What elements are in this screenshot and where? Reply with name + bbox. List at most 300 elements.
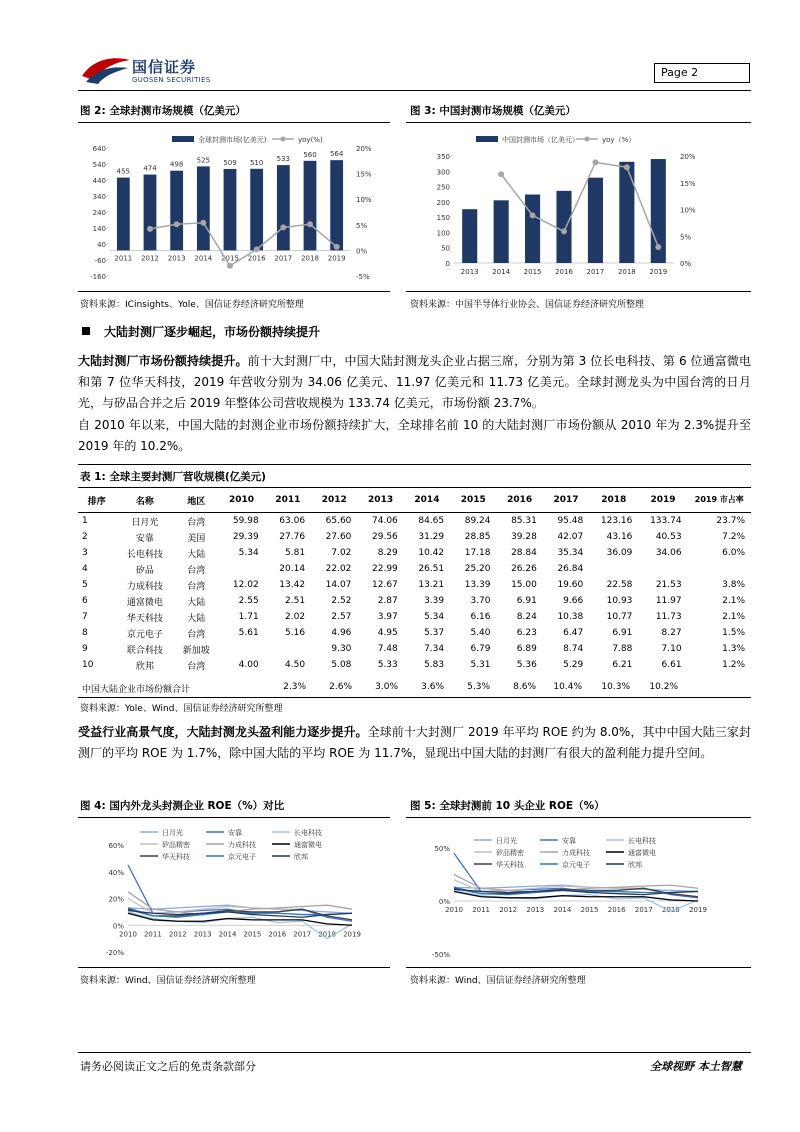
y2-tick-label: 5%	[356, 221, 368, 230]
y-tick-label: 40%	[108, 868, 124, 877]
x-tick-label: 2017	[274, 254, 293, 263]
yoy-marker	[624, 164, 630, 170]
table-cell: 4.95	[377, 628, 398, 638]
table-cell: 8.74	[563, 644, 584, 654]
fig2-title-rule	[78, 122, 390, 123]
table-cell: 17.18	[464, 548, 491, 558]
bar	[588, 178, 603, 263]
fig2-bottom-rule	[78, 291, 390, 292]
paragraph-2	[78, 415, 751, 457]
bar	[619, 162, 634, 263]
y-tick-label: 540	[92, 161, 106, 169]
fig5-source: 资料来源：Wind、国信证券经济研究所整理	[410, 976, 586, 986]
y-tick-label: 20%	[108, 895, 124, 904]
table1-header-cell: 地区	[174, 488, 218, 513]
table-cell: 7.48	[377, 644, 398, 654]
x-tick-label: 2018	[617, 268, 636, 276]
table-cell: 5.81	[285, 548, 306, 558]
table-cell: 36.09	[606, 548, 633, 558]
footer-rule	[78, 1052, 751, 1053]
table1-header-cell: 2019	[638, 488, 687, 513]
table-cell: 8	[82, 628, 88, 638]
table-row	[78, 609, 751, 625]
y-tick-label: 200	[436, 198, 450, 207]
bar	[277, 165, 290, 250]
table-cell: 美国	[187, 533, 206, 544]
legend-label: 安靠	[228, 829, 242, 837]
table1-header-cell: 2013	[357, 488, 403, 513]
table-cell: 2.55	[238, 596, 259, 606]
table-cell: 1.71	[238, 612, 259, 622]
table-cell: 6.91	[516, 596, 537, 606]
fig4-title-rule	[78, 817, 390, 818]
x-tick-label: 2014	[194, 254, 213, 263]
legend-label: 京元电子	[228, 853, 256, 861]
y-tick-label: 150	[436, 214, 450, 223]
y-tick-label: -160	[90, 273, 106, 281]
table-cell: 22.58	[606, 580, 633, 590]
x-tick-label: 2019	[343, 930, 361, 939]
bar-data-label: 498	[169, 160, 184, 169]
table-cell: 85.31	[511, 516, 537, 526]
table-cell: 5.36	[516, 660, 537, 670]
fig3-source: 资料来源：中国半导体行业协会、国信证券经济研究所整理	[410, 300, 645, 310]
table-cell: 19.60	[557, 580, 584, 590]
legend-label: 矽品精密	[496, 849, 524, 857]
table-cell: 安靠	[135, 533, 154, 544]
table-cell: 力成科技	[126, 581, 163, 592]
legend-bar-label: 全球封测市场(亿美元)	[198, 136, 267, 144]
y-tick-label: 0	[445, 260, 450, 268]
table-cell: 6.23	[516, 628, 537, 638]
table-cell: 74.06	[372, 516, 398, 526]
table-cell: 25.20	[464, 564, 491, 574]
bar-data-label: 455	[116, 167, 131, 176]
table-cell: 27.76	[279, 532, 306, 542]
x-tick-label: 2017	[634, 906, 653, 914]
table-cell	[218, 641, 264, 657]
table-cell: 7.34	[424, 644, 445, 654]
table1-header-cell: 2016	[496, 488, 542, 513]
table-cell: 5.31	[470, 660, 491, 670]
table-cell: 4.96	[331, 628, 352, 638]
table1-header-cell: 2010	[218, 488, 264, 513]
legend-bar-label: 中国封测市场（亿美元）	[502, 136, 579, 144]
brand-name-cn: 国信证券	[132, 58, 197, 76]
x-tick-label: 2018	[661, 906, 680, 914]
x-tick-label: 2010	[445, 906, 463, 914]
table-cell: 23.7%	[716, 516, 745, 526]
x-tick-label: 2013	[460, 268, 479, 276]
table-cell: 台湾	[187, 581, 206, 592]
x-tick-label: 2014	[553, 906, 572, 914]
bar	[250, 169, 263, 251]
table-cell: 13.21	[418, 580, 445, 590]
table-cell: 28.85	[464, 532, 491, 542]
legend-label: 矽品精密	[162, 841, 190, 849]
legend-line-marker	[585, 137, 590, 142]
table-cell: 矽品	[135, 565, 154, 576]
x-tick-label: 2013	[167, 254, 186, 263]
legend-line-label: yoy(%)	[298, 136, 323, 144]
table1-top-rule	[78, 464, 751, 465]
paragraph-1	[78, 351, 751, 414]
table1-total-value: 3.0%	[375, 682, 398, 692]
table-cell	[589, 561, 638, 577]
bar	[144, 175, 157, 251]
x-tick-label: 2013	[526, 906, 545, 914]
table-cell: 6.47	[563, 628, 584, 638]
table-cell: 22.02	[325, 564, 352, 574]
table-cell: 2.1%	[722, 612, 745, 622]
bar-data-label: 564	[329, 150, 344, 159]
legend-label: 欣邦	[294, 853, 308, 861]
yoy-marker	[174, 221, 180, 227]
yoy-marker	[280, 224, 286, 230]
y-tick-label: 100	[436, 229, 450, 238]
table-cell: 43.16	[606, 532, 633, 542]
table-cell: 长电科技	[126, 549, 163, 560]
y-tick-label: 240	[92, 209, 106, 217]
x-tick-label: 2011	[472, 906, 491, 914]
table-cell: 59.98	[232, 516, 259, 526]
legend-line-label: yoy（%）	[602, 136, 636, 144]
brand-logo-mark-icon	[80, 54, 132, 86]
table-cell: 1.5%	[722, 628, 745, 638]
table1-header-cell: 2014	[404, 488, 450, 513]
table-row	[78, 529, 751, 545]
yoy-marker	[655, 244, 661, 250]
table1-title: 表 1: 全球主要封测厂营收规模(亿美元)	[80, 471, 266, 483]
x-tick-label: 2012	[168, 930, 187, 939]
table-cell: 21.53	[655, 580, 682, 590]
header-rule	[78, 90, 751, 91]
table1-total-value: 10.4%	[553, 682, 582, 692]
table-cell: 15.00	[511, 580, 537, 590]
yoy-marker	[592, 159, 598, 165]
x-tick-label: 2019	[327, 254, 346, 263]
table-cell: 3.39	[424, 596, 445, 606]
table-cell: 4.50	[285, 660, 306, 670]
page-number: 2	[691, 66, 699, 79]
table-cell: 6.91	[612, 628, 633, 638]
table-cell: 5.34	[238, 548, 259, 558]
table-cell: 7.2%	[722, 532, 745, 542]
table-cell: 27.60	[325, 532, 352, 542]
table1-header-cell: 排序	[78, 488, 116, 513]
table-cell: 日月光	[131, 517, 159, 528]
x-tick-label: 2014	[492, 268, 511, 276]
y-tick-label: -60	[94, 257, 106, 265]
x-tick-label: 2016	[555, 268, 573, 276]
table-cell: 2	[82, 532, 88, 542]
table1-header-cell: 2012	[311, 488, 357, 513]
table-cell: 3.97	[377, 612, 398, 622]
bar	[494, 200, 509, 263]
table-row	[78, 641, 751, 657]
yoy-line	[501, 162, 658, 247]
table-cell: 20.14	[279, 564, 306, 574]
fig5-chart	[408, 820, 750, 965]
bar	[304, 161, 317, 251]
y-tick-label: 440	[92, 177, 106, 185]
y-tick-label: 60%	[108, 842, 124, 850]
x-tick-label: 2017	[586, 268, 605, 276]
table-cell: 4.00	[238, 660, 259, 670]
table-cell: 1.3%	[722, 644, 745, 654]
table-cell: 13.42	[279, 580, 306, 590]
x-tick-label: 2015	[580, 906, 599, 914]
fig4-title: 图 4: 国内外龙头封测企业 ROE（%）对比	[80, 800, 285, 812]
table-cell: 28.84	[511, 548, 537, 558]
paragraph-1-body: 前十大封测厂中，中国大陆封测龙头企业占据三席，分别为第 3 位长电科技、第 6 位通富微电和第 7 位华天科技，2019 年营收分别为 34.06 亿美元、11.97 亿美元和 11.73 亿美元。全球封测龙头为中国台湾的日月光，与矽品合并之后 2019 年整体公司营收规模为 133.74 亿美元，市场份额 23.7%。	[78, 354, 751, 410]
table1-header-cell: 2019 市占率	[688, 488, 751, 513]
table-row	[78, 513, 751, 530]
paragraph-3-body: 全球前十大封测厂 2019 年平均 ROE 约为 8.0%，其中中国大陆三家封测厂的平均 ROE 为 1.7%，除中国大陆的平均 ROE 为 11.7%，显现出中国大陆的封测厂有很大的盈利能力提升空间。	[78, 725, 751, 760]
table-cell: 9.66	[563, 596, 584, 606]
yoy-marker	[334, 244, 340, 250]
legend-bar-swatch	[172, 136, 194, 142]
y-tick-label: -20%	[105, 949, 124, 957]
legend-label: 力成科技	[228, 841, 256, 849]
bar	[224, 169, 237, 250]
y2-tick-label: 5%	[680, 233, 692, 242]
fig2-chart	[80, 128, 390, 288]
y-tick-label: 140	[92, 225, 106, 233]
table-cell: 2.02	[285, 612, 306, 622]
table1-total-value: 5.3%	[467, 682, 490, 692]
table-cell: 6.0%	[722, 548, 745, 558]
table-cell: 29.39	[232, 532, 259, 542]
page-number-box	[654, 63, 750, 83]
y-tick-label: 50%	[434, 845, 450, 853]
table-cell: 5.40	[470, 628, 491, 638]
table-cell: 7.10	[661, 644, 682, 654]
table-cell: 大陆	[187, 597, 206, 608]
table-cell: 1.2%	[722, 660, 745, 670]
table-cell: 京元电子	[126, 629, 163, 640]
table-cell: 10.93	[606, 596, 633, 606]
table-cell: 1	[82, 516, 88, 526]
table-cell: 31.29	[418, 532, 445, 542]
y-tick-label: 250	[436, 183, 450, 192]
yoy-marker	[254, 246, 260, 252]
y-tick-label: 350	[436, 153, 450, 161]
legend-label: 通富微电	[628, 849, 656, 857]
bar-data-label: 474	[143, 164, 157, 173]
bar-data-label: 560	[303, 150, 317, 159]
paragraph-1-lead: 大陆封测厂市场份额持续提升。	[78, 354, 248, 368]
table-cell: 通富微电	[126, 597, 163, 608]
y2-tick-label: 10%	[680, 206, 696, 215]
table1-header-cell: 2015	[450, 488, 496, 513]
table-cell: 3	[82, 548, 88, 558]
yoy-marker	[227, 263, 233, 269]
table-cell: 4	[82, 564, 88, 574]
y2-tick-label: 15%	[680, 179, 696, 188]
table1-header-cell: 名称	[116, 488, 175, 513]
paragraph-3-lead: 受益行业高景气度，大陆封测龙头盈利能力逐步提升。	[78, 725, 368, 739]
table-cell: 13.39	[464, 580, 491, 590]
table-cell: 大陆	[187, 613, 206, 624]
fig3-title: 图 3: 中国封测市场规模（亿美元）	[410, 105, 576, 117]
table-cell: 34.06	[655, 548, 682, 558]
table-cell: 7	[82, 612, 88, 622]
table1-total-value: 2.6%	[329, 682, 352, 692]
table-cell: 3.8%	[722, 580, 745, 590]
table-cell: 29.56	[372, 532, 398, 542]
legend-label: 通富微电	[294, 841, 322, 849]
y-tick-label: 640	[92, 145, 106, 153]
paragraph-3	[78, 722, 751, 764]
table-cell: 10	[82, 660, 94, 670]
table-cell: 8.29	[377, 548, 398, 558]
bar-data-label: 510	[249, 158, 264, 167]
table-cell	[265, 641, 311, 657]
legend-label: 力成科技	[562, 849, 590, 857]
table1-bottom-rule	[78, 697, 751, 698]
fig5-title-rule	[406, 817, 751, 818]
x-tick-label: 2011	[143, 930, 162, 939]
legend-label: 日月光	[162, 829, 183, 837]
table1-total-value: 2.3%	[283, 682, 306, 692]
x-tick-label: 2012	[141, 254, 159, 263]
x-tick-label: 2015	[523, 268, 542, 276]
table-cell: 5.29	[563, 660, 584, 670]
footer-disclaimer: 请务必阅读正文之后的免责条款部分	[80, 1060, 256, 1073]
table-cell: 10.77	[606, 612, 633, 622]
table-row	[78, 625, 751, 641]
table1-header-cell: 2017	[543, 488, 589, 513]
legend-line-marker	[281, 137, 286, 142]
bar	[117, 178, 130, 251]
table1-total-value: 3.6%	[421, 682, 444, 692]
table1-header-cell: 2018	[589, 488, 638, 513]
table1	[78, 488, 751, 673]
y-tick-label: 50	[441, 244, 450, 253]
y2-tick-label: 20%	[356, 145, 372, 153]
table-cell: 6	[82, 596, 88, 606]
legend-bar-swatch	[476, 136, 498, 142]
fig2-title: 图 2: 全球封测市场规模（亿美元）	[80, 105, 246, 117]
x-tick-label: 2014	[218, 930, 237, 939]
table-cell: 6.21	[612, 660, 633, 670]
table-row	[78, 545, 751, 561]
table-row	[78, 593, 751, 609]
table-cell: 欣邦	[135, 661, 154, 672]
table-cell: 9.30	[331, 644, 352, 654]
table-cell: 84.65	[418, 516, 445, 526]
paragraph-2-body: 自 2010 年以来，中国大陆的封测企业市场份额持续扩大，全球排名前 10 的大陆封测厂市场份额从 2010 年为 2.3%提升至 2019 年的 10.2%。	[78, 418, 751, 453]
yoy-marker	[307, 221, 313, 227]
table-cell: 2.51	[285, 596, 306, 606]
x-tick-label: 2012	[499, 906, 518, 914]
y2-tick-label: 20%	[680, 153, 696, 161]
bar	[525, 195, 540, 263]
y2-tick-label: 10%	[356, 196, 372, 205]
page-label: Page	[661, 66, 688, 79]
table-cell: 12.67	[372, 580, 398, 590]
fig3-bottom-rule	[406, 291, 751, 292]
table-cell: 6.89	[516, 644, 537, 654]
y-tick-label: 0%	[112, 922, 124, 931]
legend-label: 长电科技	[628, 837, 656, 845]
yoy-marker	[200, 220, 206, 226]
table-cell: 11.97	[655, 596, 682, 606]
table-cell: 华天科技	[126, 613, 163, 624]
x-tick-label: 2015	[243, 930, 262, 939]
table-cell: 台湾	[187, 629, 206, 640]
table-cell: 42.07	[557, 532, 584, 542]
bar-data-label: 525	[196, 156, 211, 165]
legend-label: 华天科技	[496, 861, 524, 869]
legend-label: 日月光	[496, 837, 517, 845]
section-bullet-icon	[82, 327, 90, 335]
table-cell: 40.53	[655, 532, 682, 542]
table-cell: 26.26	[511, 564, 537, 574]
table-cell: 2.57	[331, 612, 352, 622]
table-cell: 6.16	[470, 612, 491, 622]
legend-label: 京元电子	[562, 861, 590, 869]
table1-header-cell: 2011	[265, 488, 311, 513]
table-cell: 5.16	[285, 628, 306, 638]
yoy-marker	[530, 212, 536, 218]
table-cell: 12.02	[232, 580, 259, 590]
yoy-marker	[147, 226, 153, 232]
y2-tick-label: 0%	[356, 247, 368, 256]
x-tick-label: 2018	[318, 930, 337, 939]
y2-tick-label: 15%	[356, 170, 372, 179]
x-tick-label: 2019	[689, 906, 707, 914]
brand-name-en: GUOSEN SECURITIES	[132, 76, 211, 84]
bar	[197, 166, 210, 250]
fig2-source: 资料来源：ICinsights、Yole、国信证券经济研究所整理	[80, 300, 304, 310]
y-tick-label: 0%	[438, 898, 450, 906]
table1-total-value: 10.3%	[601, 682, 630, 692]
x-tick-label: 2019	[649, 268, 668, 276]
yoy-marker	[561, 228, 567, 234]
y2-tick-label: 0%	[680, 260, 692, 268]
table-row	[78, 577, 751, 593]
table-cell	[218, 561, 264, 577]
table-cell: 2.1%	[722, 596, 745, 606]
fig3-title-rule	[406, 122, 751, 123]
table-cell	[688, 561, 751, 577]
table-cell: 7.88	[612, 644, 633, 654]
yoy-marker	[498, 171, 504, 177]
brand-logo	[80, 54, 132, 90]
table-cell: 65.60	[325, 516, 352, 526]
table-cell: 5.33	[377, 660, 398, 670]
table-cell: 8.27	[661, 628, 682, 638]
y-tick-label: 40	[97, 241, 106, 249]
y-tick-label: 300	[436, 168, 450, 177]
x-tick-label: 2011	[114, 254, 133, 263]
fig5-title: 图 5: 全球封测前 10 头企业 ROE（%）	[410, 800, 605, 812]
bar	[462, 209, 477, 263]
table1-total-value: 10.2%	[649, 682, 678, 692]
legend-label: 安靠	[562, 837, 576, 845]
fig4-chart	[80, 820, 390, 965]
fig5-bottom-rule	[406, 967, 751, 968]
table-cell: 联合科技	[126, 645, 163, 656]
x-tick-label: 2010	[119, 930, 137, 939]
x-tick-label: 2016	[268, 930, 287, 939]
fig4-source: 资料来源：Wind、国信证券经济研究所整理	[80, 976, 256, 986]
table1-grid	[78, 488, 751, 673]
table-cell: 台湾	[187, 565, 206, 576]
table-cell: 95.48	[557, 516, 584, 526]
